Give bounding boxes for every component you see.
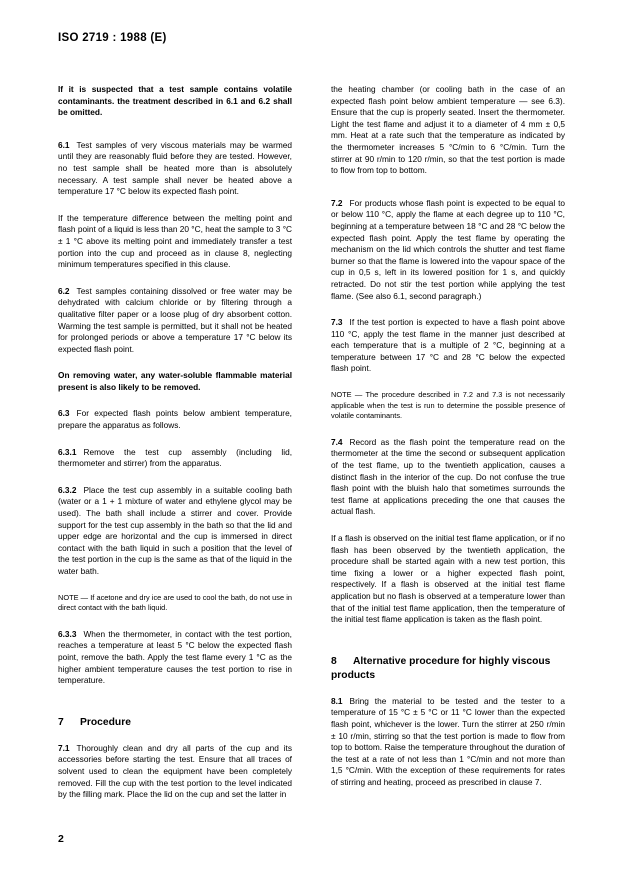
clause-number-7: 7	[58, 716, 64, 728]
paragraph-7-4	[331, 437, 565, 518]
section-number-6-2: 6.2	[58, 285, 70, 296]
paragraph-8-1	[331, 696, 565, 789]
clause-number-8: 8	[331, 655, 337, 667]
section-number-6-1: 6.1	[58, 139, 70, 150]
section-number-7-1: 7.1	[58, 742, 70, 753]
note-cooling-bath: NOTE — If acetone and dry ice are used to cool the bath, do not use in direct contact with the bath liquid.	[58, 592, 292, 613]
note-7-2-7-3: NOTE — The procedure described in 7.2 and 7.3 is not necessarily applicable when the test is run to determine the possible presence of volatile contaminants.	[331, 390, 565, 421]
paragraph-7-1	[58, 743, 292, 801]
section-text-7-1: Thoroughly clean and dry all parts of the cup and its accessories before starting the test. Ensure that all traces of solvent used to clean the equipment have been completely removed. Fill the cup with the test portion to the level indicated by the filling mark. Place the lid on the cup and set the latter in	[58, 742, 292, 800]
section-text-6-3-2: Place the test cup assembly in a suitable cooling bath (water or a 1 + 1 mixture of water and ethylene glycol may be used). The bath shall include a stirrer and cover. Provide support for the test cup assembly in the bath so that the lid and upper edge are horizontal and the cup is immersed in direct contact with the bath liquid in such a position that the level of the test portion in the cup is the same as that of the liquid in the water bath.	[58, 484, 292, 576]
paragraph-6-3-2	[58, 485, 292, 578]
paragraph-volatile-contaminants-notice: If it is suspected that a test sample contains volatile contaminants. the treatment described in 6.1 and 6.2 shall be omitted.	[58, 84, 292, 118]
document-header-standard-ref: ISO 2719 : 1988 (E)	[58, 32, 167, 44]
page-number: 2	[58, 833, 64, 845]
paragraph-6-3-3	[58, 629, 292, 687]
section-number-6-3-1: 6.3.1	[58, 446, 77, 457]
section-number-6-3: 6.3	[58, 408, 70, 419]
paragraph-6-3	[58, 408, 292, 431]
section-text-6-3: For expected flash points below ambient temperature, prepare the apparatus as follows.	[58, 408, 292, 431]
paragraph-7-3	[331, 317, 565, 375]
section-number-7-2: 7.2	[331, 197, 343, 208]
paragraph-6-1	[58, 140, 292, 198]
paragraph-7-1-continued: the heating chamber (or cooling bath in the case of an expected flash point below ambient temperature — see 6.3). Ensure that the cup is properly seated. Insert the thermometer. Light the test flame and adjust it to a diameter of 4 mm ± 0,5 mm. Heat at a rate such that the temperature as indicated by the thermometer increases 5 °C/min to 6 °C/min. Turn the stirrer at 90 r/min to 120 r/min, so that the test portion is made to flow from top to bottom.	[331, 84, 565, 176]
clause-title-8: Alternative procedure for highly viscous products	[331, 655, 551, 681]
clause-heading-8	[331, 655, 565, 683]
paragraph-6-2-warning: On removing water, any water-soluble flammable material present is also likely to be removed.	[58, 370, 292, 392]
right-column	[331, 84, 565, 813]
section-text-6-3-1: Remove the test cup assembly (including lid, thermometer and stirrer) from the apparatus.	[58, 446, 292, 469]
section-text-7-4: Record as the flash point the temperature read on the thermometer at the time the second or subsequent application of the test flame, up to the twentieth application, causes a distinct flash in the interior of the cup. Do not confuse the true flash point with the bluish halo that sometimes surrounds the test flame at applications preceding the one that causes the actual flash.	[331, 436, 565, 517]
section-number-6-3-2: 6.3.2	[58, 484, 77, 495]
left-column	[58, 84, 292, 813]
section-text-8-1: Bring the material to be tested and the tester to a temperature of 15 °C ± 5 °C or 11 °C lower than the expected flash point, whichever is the lower. Turn the stirrer at 250 r/min ± 10 r/min, stirring so that the test portion is made to flow from top to bottom. Raise the temperature throughout the duration of the test at a rate of not less than 1 °C/min and not more than 1,5 °C/min. With the exception of these requirements for rates of stirring and heating, proceed as prescribed in clause 7.	[331, 695, 565, 787]
section-number-7-3: 7.3	[331, 317, 343, 328]
paragraph-6-2	[58, 286, 292, 356]
paragraph-6-3-1	[58, 447, 292, 470]
clause-title-7: Procedure	[80, 716, 131, 728]
paragraph-6-1-second: If the temperature difference between the melting point and flash point of a liquid is less than 20 °C, heat the sample to 3 °C ± 1 °C above its melting point and immediately transfer a test portion into the cup and proceed as in clause 8, neglecting minimum temperatures specified in this clause.	[58, 212, 293, 270]
clause-heading-7	[58, 716, 292, 730]
paragraph-7-4-second: If a flash is observed on the initial test flame application, or if no flash has been observed by the twentieth application, the procedure shall be started again with a new test portion, this time fixing a lower or a higher expected flash point, respectively. If a flash is observed at the initial test flame application but no flash is observed at a temperature lower than that of the initial test flame application, then the temperature of the initial test flame application is taken as the flash point.	[331, 533, 565, 625]
section-text-7-3: If the test portion is expected to have a flash point above 110 °C, apply the test flame in the manner just described at each temperature that is a multiple of 2 °C, beginning at a temperature between 17 °C and 28 °C below the expected flash point.	[331, 317, 565, 374]
section-text-6-1: Test samples of very viscous materials may be warmed until they are reasonably fluid before they are tested. However, no test sample shall be heated more than is absolutely necessary. A test sample shall never be heated above a temperature 17 °C below its expected flash point.	[58, 139, 292, 197]
section-number-8-1: 8.1	[331, 695, 343, 706]
section-text-6-3-3: When the thermometer, in contact with the test portion, reaches a temperature at least 5 °C below the expected flash point, remove the bath. Apply the test flame every 1 °C as the higher ambient temperature causes the test portion to rise in temperature.	[58, 628, 292, 686]
two-column-body	[58, 84, 565, 813]
section-number-6-3-3: 6.3.3	[58, 628, 77, 639]
section-text-7-2: For products whose flash point is expected to be equal to or below 110 °C, apply the flame at each degree up to 110 °C, beginning at a temperature between 18 °C and 28 °C below the expected flash point. Apply the test flame by operating the mechanism on the lid which controls the shutter and test flame burner so that the flame is lowered into the vapour space of the cup in 0,5 s, left in its lowered position for 1 s, and quickly retracted. Do not stir the test portion while applying the test flame. (See also 6.1, second paragraph.)	[331, 197, 565, 301]
paragraph-7-2	[331, 198, 565, 302]
section-number-7-4: 7.4	[331, 436, 343, 447]
section-text-6-2: Test samples containing dissolved or free water may be dehydrated with calcium chloride or by filtering through a qualitative filter paper or a loose plug of dry absorbent cotton. Warming the test sample is permitted, but it shall not be heated for prolonged periods or above a temperature 17 °C below its expected flash point.	[58, 285, 292, 354]
